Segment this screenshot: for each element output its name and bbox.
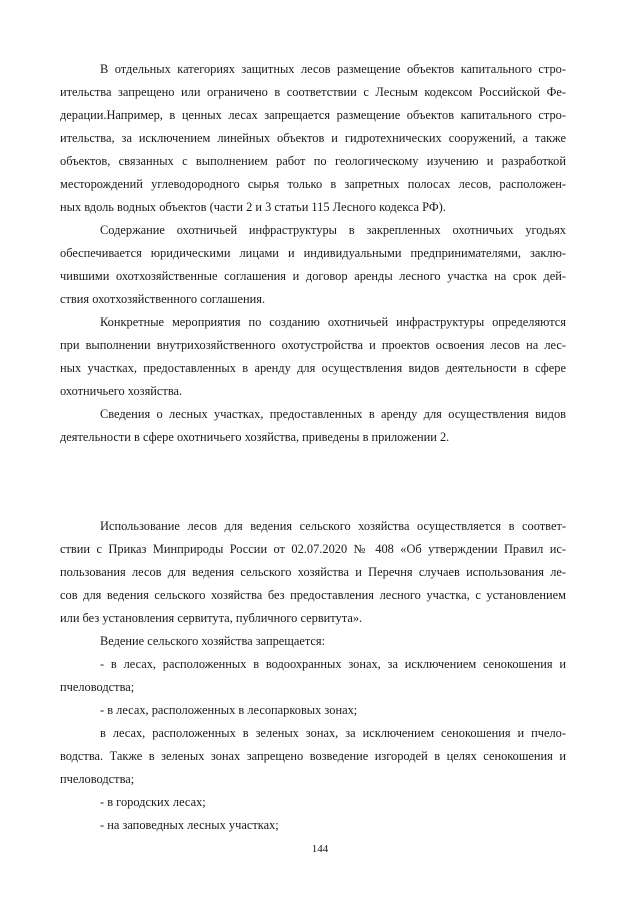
list-item: - в лесах, расположенных в водоохранных зонах, за исключением сенокошения и [100, 657, 566, 671]
text-line: ительства, за исключением линейных объектов и гидротехнических сооружений, а также [60, 131, 566, 145]
list-item-continuation: пчеловодства; [60, 772, 135, 786]
text-line: сов для ведения сельского хозяйства без предоставления лесного участка, с установлением [60, 588, 566, 602]
text-line: Сведения о лесных участках, предоставленных в аренду для осуществления видов [100, 407, 566, 421]
text-line: охотничьего хозяйства. [60, 384, 183, 398]
list-item: - на заповедных лесных участках; [100, 818, 279, 832]
text-line: чившими охотхозяйственные соглашения и договор аренды лесного участка на срок дей- [60, 269, 566, 283]
text-line: Конкретные мероприятия по созданию охотничьей инфраструктуры определяются [100, 315, 566, 329]
text-line: В отдельных категориях защитных лесов размещение объектов капитального стро- [100, 62, 566, 76]
text-line: ных вдоль водных объектов (части 2 и 3 статьи 115 Лесного кодекса РФ). [60, 200, 446, 214]
text-line: объектов, связанных с выполнением работ по геологическому изучению и разработкой [60, 154, 566, 168]
text-line: обеспечивается юридическими лицами и индивидуальными предпринимателями, заклю- [60, 246, 566, 260]
text-line: ствии с Приказ Минприроды России от 02.07.2020 № 408 «Об утверждении Правил ис- [60, 542, 566, 556]
text-line: пользования лесов для ведения сельского хозяйства и Перечня случаев использования ле- [60, 565, 566, 579]
text-line: Содержание охотничьей инфраструктуры в закрепленных охотничьих угодьях [100, 223, 566, 237]
page-number: 144 [311, 843, 329, 855]
text-line: деятельности в сфере охотничьего хозяйства, приведены в приложении 2. [60, 430, 450, 444]
list-item: - в городских лесах; [100, 795, 206, 809]
text-line: или без установления сервитута, публичного сервитута». [60, 611, 363, 625]
text-line: ных участках, предоставленных в аренду для осуществления видов деятельности в сфере [60, 361, 566, 375]
text-line: ительства запрещено или ограничено в соответствии с Лесным кодексом Российской Фе- [60, 85, 566, 99]
list-item-continuation: водства. Также в зеленых зонах запрещено возведение изгородей в целях сенокошения и [60, 749, 566, 763]
text-line: Использование лесов для ведения сельского хозяйства осуществляется в соответ- [100, 519, 566, 533]
text-line: Ведение сельского хозяйства запрещается: [100, 634, 326, 648]
text-line: при выполнении внутрихозяйственного охотустройства и проектов освоения лесов на лес- [60, 338, 566, 352]
text-line: дерации.Например, в ценных лесах запрещается размещение объектов капитального стро- [60, 108, 566, 122]
text-line: ствия охотхозяйственного соглашения. [60, 292, 266, 306]
list-item: - в лесах, расположенных в лесопарковых зонах; [100, 703, 358, 717]
list-item-continuation: пчеловодства; [60, 680, 135, 694]
list-item: в лесах, расположенных в зеленых зонах, за исключением сенокошения и пчело- [100, 726, 566, 740]
text-line: месторождений углеводородного сырья только в запретных полосах лесов, расположен- [60, 177, 566, 191]
